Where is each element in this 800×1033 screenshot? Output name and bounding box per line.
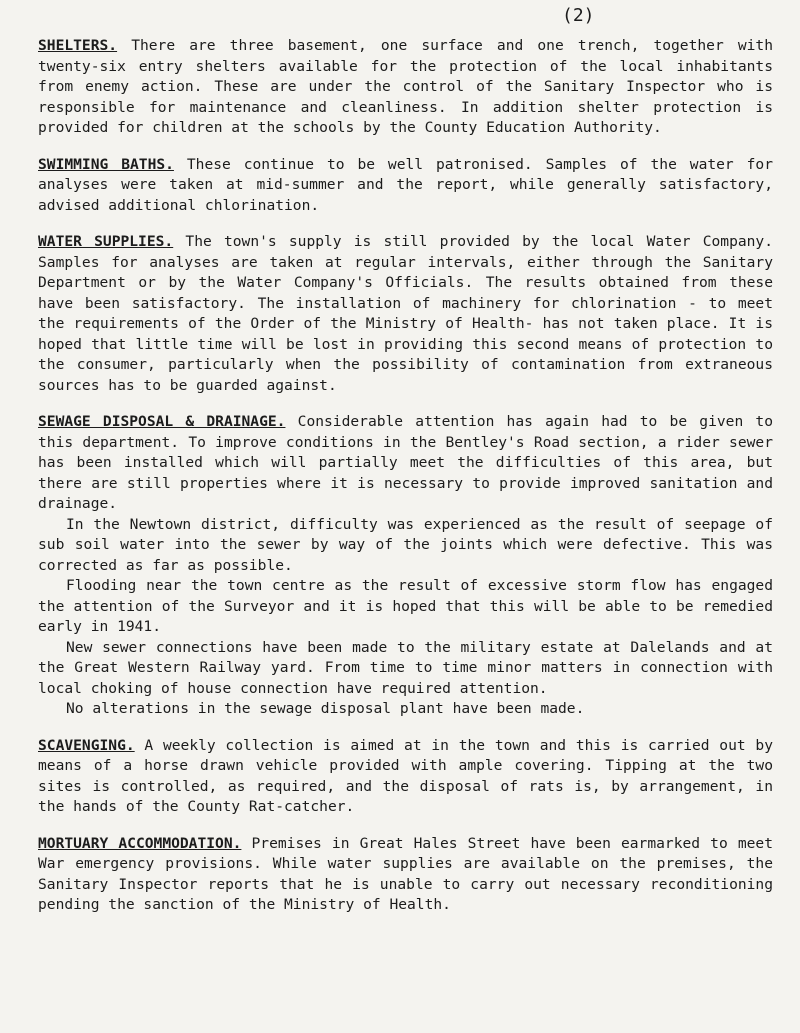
section-heading: SCAVENGING. xyxy=(38,736,135,754)
paragraph-text: There are three basement, one surface and one trench, together with twenty-six entry shelters available for the protection of the local inhabitants from enemy action. These are under the control of the Sanitary Inspector who is responsible for maintenance and cleanliness. In addition shelter protection is provided for children at the schools by the County Education Authority. xyxy=(38,37,773,136)
section-paragraph xyxy=(38,412,773,515)
section-heading: SHELTERS. xyxy=(38,37,118,54)
section-heading: SWIMMING BATHS. xyxy=(38,155,174,173)
paragraph-text: New sewer connections have been made to the military estate at Dalelands and at the Great Western Railway yard. From time to time minor matters in connection with local choking of house connection have required attention. xyxy=(38,638,773,697)
section-water-supplies xyxy=(38,232,773,396)
page-number: (2) xyxy=(562,5,595,26)
paragraph-text: In the Newtown district, difficulty was experienced as the result of seepage of sub soil water into the sewer by way of the joints which were defective. This was corrected as far as possible. xyxy=(38,515,773,574)
section-swimming-baths xyxy=(38,155,773,217)
section-heading: MORTUARY ACCOMMODATION. xyxy=(38,834,242,852)
section-sewage-disposal-drainage xyxy=(38,412,773,720)
section-paragraph xyxy=(38,36,773,139)
section-paragraph xyxy=(38,638,773,700)
section-paragraph xyxy=(38,834,773,916)
section-paragraph xyxy=(38,155,773,217)
paragraph-text: Premises in Great Hales Street have been earmarked to meet War emergency provisions. While water supplies are available on the premises, the Sanitary Inspector reports that he is unable to carry out necessary reconditioning pending the sanction of the Ministry of Health. xyxy=(38,834,773,913)
section-paragraph xyxy=(38,515,773,577)
paragraph-text: No alterations in the sewage disposal plant have been made. xyxy=(66,700,585,717)
paragraph-text: Considerable attention has again had to be given to this department. To improve conditions in the Bentley's Road section, a rider sewer has been installed which will partially meet the difficulties of this area, but there are still properties where it is necessary to provide improved sanitation and drainage. xyxy=(38,413,773,512)
paragraph-text: Flooding near the town centre as the result of excessive storm flow has engaged the attention of the Surveyor and it is hoped that this will be able to be remedied early in 1941. xyxy=(38,577,773,635)
paragraph-text: A weekly collection is aimed at in the town and this is carried out by means of a horse drawn vehicle provided with ample covering. Tipping at the two sites is controlled, as required, and the disposal of rats is, by arrangement, in the hands of the County Rat-catcher. xyxy=(38,736,773,815)
section-heading: WATER SUPPLIES. xyxy=(38,233,174,250)
paragraph-text: These continue to be well patronised. Samples of the water for analyses were taken at mid-summer and the report, while generally satisfactory, advised additional chlorination. xyxy=(38,155,773,214)
section-paragraph xyxy=(38,736,773,818)
section-paragraph xyxy=(38,232,773,396)
paragraph-text: The town's supply is still provided by the local Water Company. Samples for analyses are taken at regular intervals, either through the Sanitary Department or by the Water Company's Officials. The results obtained from these have been satisfactory. The installation of machinery for chlorination - to meet the requirements of the Order of the Ministry of Health- has not taken place. It is hoped that little time will be lost in providing this second means of protection to the consumer, particularly when the possibility of contamination from extraneous sources has to be guarded against. xyxy=(38,233,773,394)
section-mortuary-accommodation xyxy=(38,834,773,916)
section-paragraph xyxy=(38,576,773,638)
section-heading: SEWAGE DISPOSAL & DRAINAGE. xyxy=(38,413,286,430)
document-body xyxy=(38,36,773,932)
section-scavenging xyxy=(38,736,773,818)
section-shelters xyxy=(38,36,773,139)
section-paragraph xyxy=(38,699,773,720)
